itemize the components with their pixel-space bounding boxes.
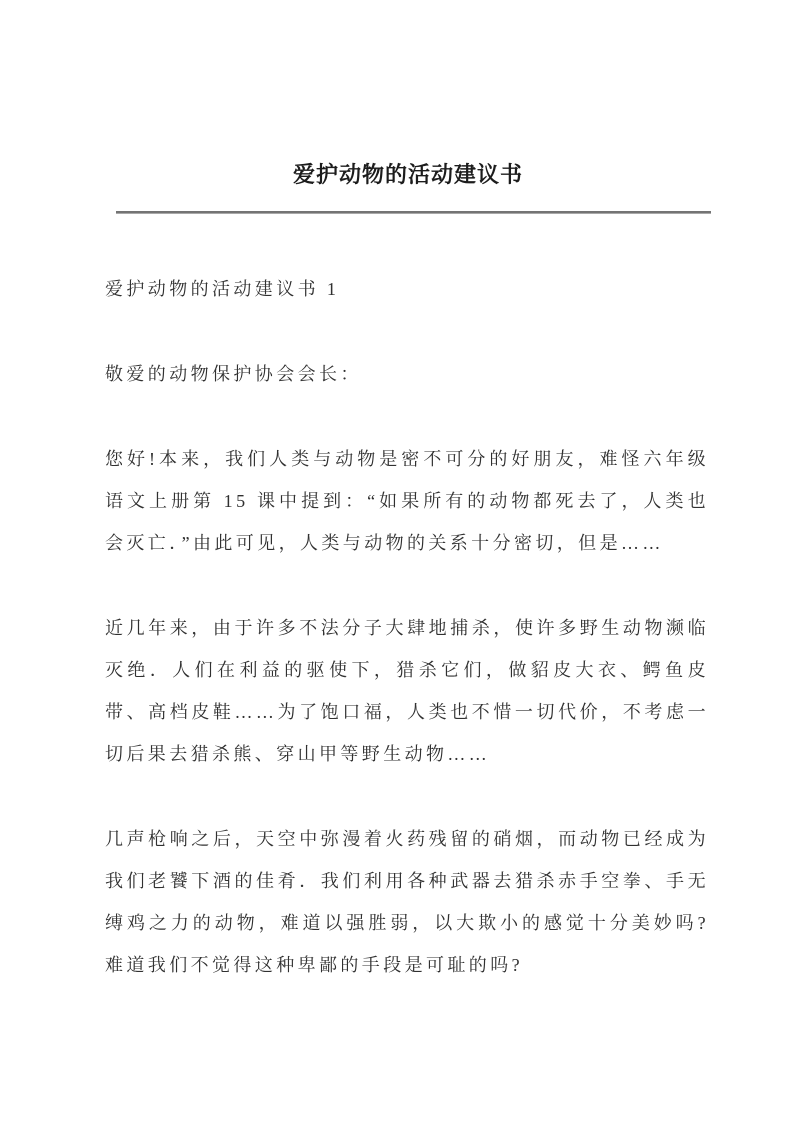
paragraph-body-3: 几声枪响之后，天空中弥漫着火药残留的硝烟，而动物已经成为我们老饕下酒的佳肴．我们利用各种武器去猎杀赤手空拳、手无缚鸡之力的动物，难道以强胜弱，以大欺小的感觉十分美妙吗?难道我们不觉得这种卑鄙的手段是可耻的吗?	[105, 829, 709, 975]
paragraph-body-1: 您好!本来，我们人类与动物是密不可分的好朋友，难怪六年级语文上册第 15 课中提到：“如果所有的动物都死去了，人类也会灭亡．”由此可见，人类与动物的关系十分密切，但是……	[105, 449, 709, 553]
title-divider-rule	[116, 211, 711, 214]
document-body	[105, 268, 709, 1029]
paragraph-body-2: 近几年来，由于许多不法分子大肆地捕杀，使许多野生动物濒临灭绝．人们在利益的驱使下，猎杀它们，做貂皮大衣、鳄鱼皮带、高档皮鞋……为了饱口福，人类也不惜一切代价，不考虑一切后果去猎杀熊、穿山甲等野生动物……	[105, 618, 709, 764]
paragraph-subtitle: 爱护动物的活动建议书 1	[105, 279, 340, 299]
document-title: 爱护动物的活动建议书	[292, 162, 523, 187]
paragraph-salutation: 敬爱的动物保护协会会长：	[105, 364, 362, 384]
